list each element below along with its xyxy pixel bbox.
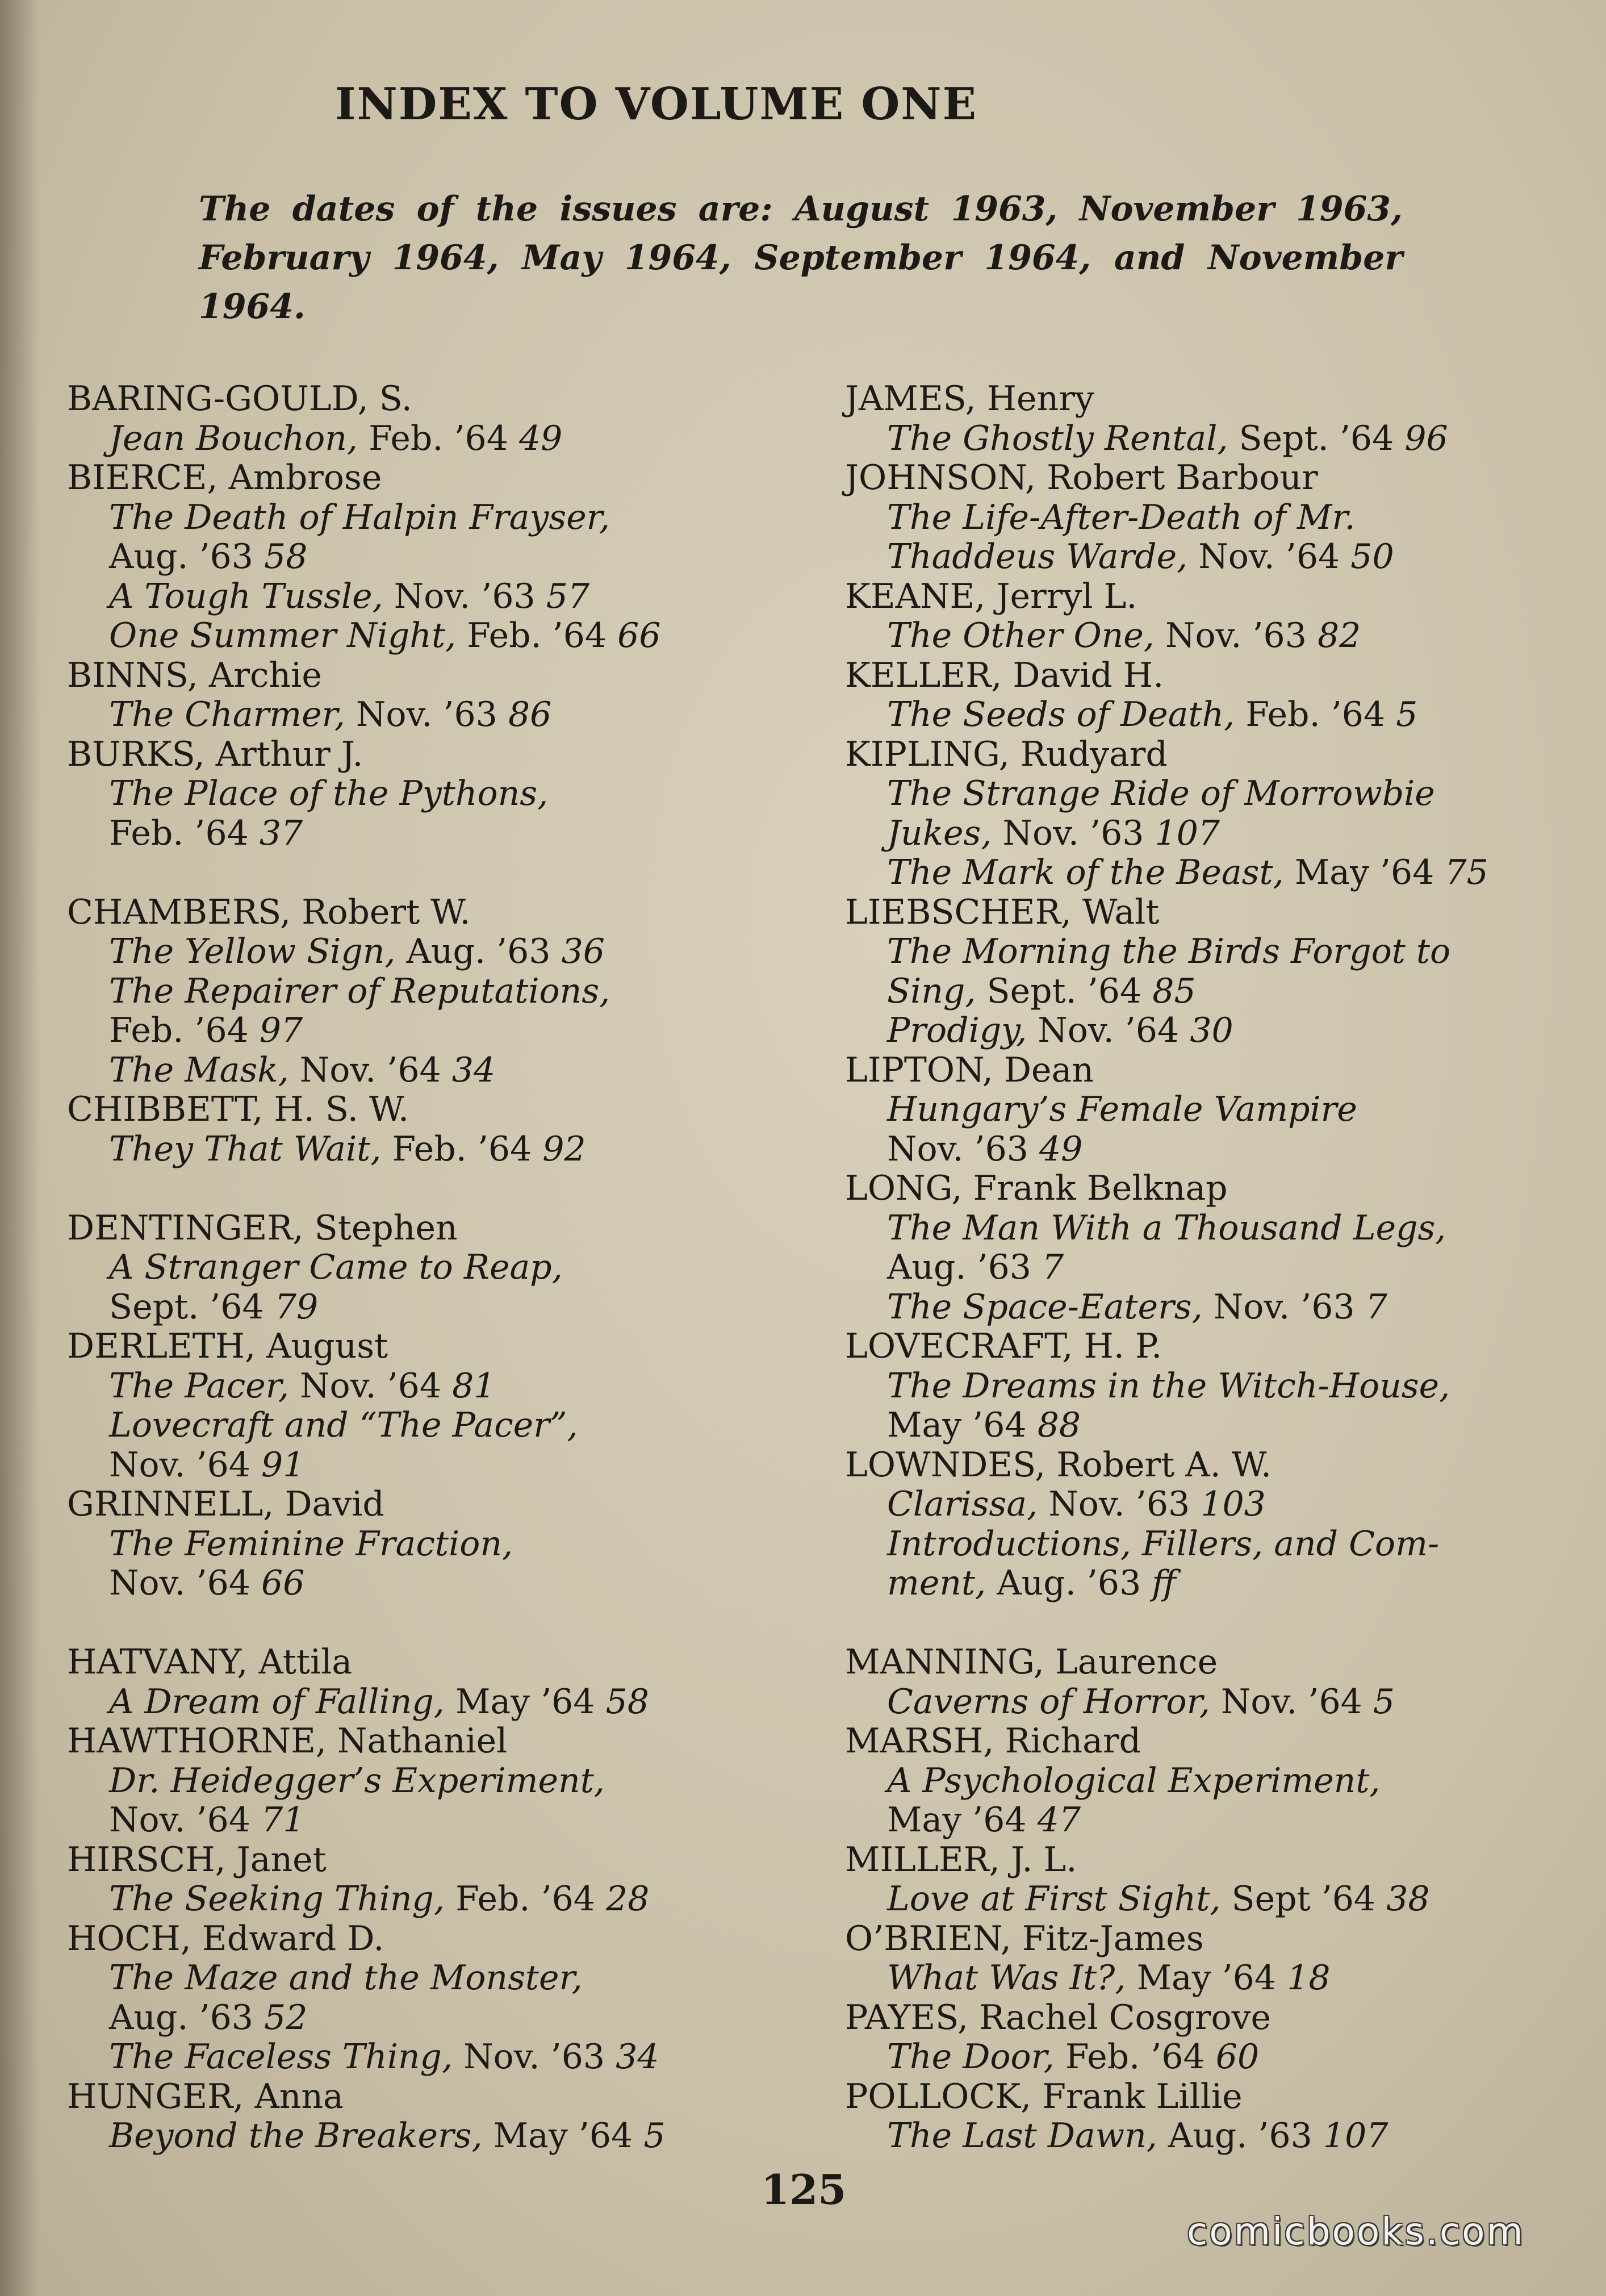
issue-ref: Feb. ’64 (455, 1879, 595, 1919)
index-author: LIPTON, Dean (845, 1050, 1094, 1090)
index-work-line (67, 1446, 771, 1485)
issue-ref: Aug. ’63 (1168, 2116, 1312, 2156)
issue-ref: Feb. ’64 (1245, 695, 1386, 734)
issue-ref: Sept. ’64 (109, 1287, 264, 1327)
index-work-line (845, 853, 1549, 893)
work-title: The Faceless Thing, (109, 2037, 453, 2077)
issue-ref: Feb. ’64 (109, 813, 249, 853)
watermark: comicbooks.com (1187, 2210, 1525, 2253)
issue-ref: Nov. ’63 (463, 2037, 605, 2077)
index-author: CHIBBETT, H. S. W. (67, 1089, 409, 1129)
page-ref: 34 (451, 1050, 496, 1090)
index-work-line (67, 1406, 771, 1446)
issue-ref: May ’64 (493, 2116, 633, 2156)
index-work-line (845, 1761, 1549, 1801)
page-ref: 97 (259, 1011, 303, 1050)
issue-ref: Nov. ’63 (887, 1129, 1028, 1169)
page-ref: 47 (1037, 1800, 1081, 1840)
page-ref: 71 (261, 1800, 305, 1840)
page-ref: 107 (1155, 813, 1220, 853)
index-author: KIPLING, Rudyard (845, 734, 1168, 774)
index-work-line (845, 1130, 1549, 1170)
work-title: Jean Bouchon, (109, 418, 358, 458)
page-ref: 66 (261, 1563, 305, 1603)
issue-ref: Nov. ’63 (394, 576, 536, 616)
work-title: The Pacer, (109, 1366, 289, 1406)
index-author: KEANE, Jerryl L. (845, 576, 1137, 616)
page-ref: 58 (264, 537, 308, 577)
index-author: JOHNSON, Robert Barbour (845, 458, 1318, 498)
spine-shadow (0, 0, 40, 2296)
index-column-right (845, 379, 1549, 2156)
index-work-line (67, 1130, 771, 1170)
index-work-line (67, 814, 771, 854)
issue-ref: Nov. ’64 (1038, 1011, 1180, 1050)
page-ref: 28 (606, 1879, 650, 1919)
issue-ref: Aug. ’63 (406, 932, 551, 971)
index-author: PAYES, Rachel Cosgrove (845, 1997, 1272, 2038)
index-work-line (67, 1367, 771, 1406)
issue-ref: Nov. ’64 (1198, 537, 1340, 577)
section-gap (845, 1604, 1549, 1643)
page-ref: 7 (1365, 1287, 1387, 1327)
work-title: The Charmer, (109, 695, 345, 734)
page-ref: 5 (643, 2116, 666, 2156)
index-author: JAMES, Henry (845, 379, 1094, 419)
work-title: Clarissa, (887, 1484, 1038, 1524)
work-title: The Dreams in the Witch-House, (887, 1366, 1450, 1406)
index-work-line (67, 695, 771, 735)
page-title: INDEX TO VOLUME ONE (335, 78, 978, 130)
work-title: What Was It?, (887, 1958, 1126, 1998)
page-ref: 88 (1037, 1405, 1081, 1445)
index-author: LOVECRAFT, H. P. (845, 1326, 1162, 1366)
work-title: The Repairer of Reputations, (109, 971, 610, 1011)
work-title: The Space-Eaters, (887, 1287, 1203, 1327)
issue-dates-note: The dates of the issues are: August 1963, November 1963, February 1964, May 1964, September 1964, and November 1964. (199, 189, 1403, 327)
work-title: ment, (887, 1563, 986, 1603)
work-title: The Other One, (887, 616, 1155, 656)
index-work-line (845, 1209, 1549, 1249)
issue-ref: Sept ’64 (1231, 1879, 1376, 1919)
index-work-line (67, 932, 771, 972)
index-work-line (67, 774, 771, 814)
issue-ref: May ’64 (887, 1800, 1027, 1840)
work-title: A Stranger Came to Reap, (109, 1247, 563, 1287)
index-author: LONG, Frank Belknap (845, 1168, 1228, 1208)
work-title: The Life-After-Death of Mr. (887, 497, 1356, 537)
index-author: HOCH, Edward D. (67, 1918, 384, 1959)
issue-ref: May ’64 (1294, 853, 1434, 892)
index-author: HUNGER, Anna (67, 2076, 344, 2117)
work-title: A Psychological Experiment, (887, 1760, 1381, 1801)
page-ref: 92 (542, 1129, 586, 1169)
index-work-line (845, 774, 1549, 814)
issue-ref: Feb. ’64 (1065, 2037, 1205, 2077)
issue-ref: Nov. ’64 (109, 1445, 250, 1485)
page-ref: 79 (274, 1287, 319, 1327)
index-work-line (845, 972, 1549, 1012)
section-gap (67, 853, 771, 893)
work-title: Love at First Sight, (887, 1879, 1221, 1919)
work-title: They That Wait, (109, 1129, 382, 1169)
issue-ref: Nov. ’63 (1002, 813, 1144, 853)
index-work-line (67, 1248, 771, 1288)
issue-ref: May ’64 (455, 1681, 595, 1722)
issue-ref: Feb. ’64 (369, 418, 508, 458)
work-title: The Feminine Fraction, (109, 1523, 513, 1564)
index-work-line (845, 1406, 1549, 1446)
index-work-line (67, 1525, 771, 1564)
page-ref: 86 (508, 695, 552, 734)
index-author: LOWNDES, Robert A. W. (845, 1445, 1272, 1485)
index-work-line (67, 419, 771, 459)
work-title: The Maze and the Monster, (109, 1958, 583, 1998)
page-ref: 91 (261, 1445, 305, 1485)
index-work-line (67, 1880, 771, 1919)
index-author: POLLOCK, Frank Lillie (845, 2076, 1243, 2117)
work-title: Thaddeus Warde, (887, 537, 1188, 577)
index-work-line (67, 537, 771, 577)
index-work-line (67, 1051, 771, 1091)
index-author: BARING-GOULD, S. (67, 379, 412, 419)
index-work-line (845, 1959, 1549, 1998)
index-author: MANNING, Laurence (845, 1642, 1218, 1682)
page-ref: 96 (1404, 418, 1448, 458)
index-work-line (845, 1880, 1549, 1919)
work-title: The Ghostly Rental, (887, 418, 1228, 458)
issue-ref: Nov. ’64 (109, 1563, 250, 1603)
page-ref: 38 (1386, 1879, 1430, 1919)
page-ref: 37 (259, 813, 303, 853)
index-work-line (67, 1761, 771, 1801)
index-work-line (67, 1011, 771, 1051)
work-title: The Seeds of Death, (887, 695, 1235, 734)
page-ref: 103 (1201, 1484, 1266, 1524)
issue-ref: May ’64 (1136, 1958, 1277, 1998)
index-author: LIEBSCHER, Walt (845, 892, 1160, 932)
issue-ref: Aug. ’63 (997, 1563, 1141, 1603)
index-author: BINNS, Archie (67, 655, 322, 695)
page-ref: 81 (452, 1366, 496, 1406)
index-work-line (845, 1248, 1549, 1288)
page-ref: 50 (1350, 537, 1394, 577)
work-title: Introductions, Fillers, and Com- (887, 1523, 1440, 1564)
index-author: HIRSCH, Janet (67, 1839, 327, 1880)
page-ref: 60 (1215, 2037, 1260, 2077)
index-work-line (845, 932, 1549, 972)
page-ref: 57 (546, 576, 590, 616)
page-ref: ff (1152, 1563, 1176, 1603)
work-title: The Yellow Sign, (109, 932, 396, 971)
index-work-line (845, 1367, 1549, 1406)
index-author: MILLER, J. L. (845, 1839, 1077, 1880)
index-work-line (845, 616, 1549, 656)
work-title: Hungary’s Female Vampire (887, 1089, 1357, 1129)
index-work-line (845, 2117, 1549, 2156)
issue-ref: Aug. ’63 (109, 1997, 253, 2038)
index-author: HATVANY, Attila (67, 1642, 353, 1682)
work-title: The Seeking Thing, (109, 1879, 445, 1919)
page-ref: 66 (617, 616, 661, 656)
index-work-line (67, 1801, 771, 1840)
index-work-line (845, 1288, 1549, 1327)
work-title: The Morning the Birds Forgot to (887, 932, 1451, 971)
page-number: 125 (761, 2165, 847, 2214)
index-author: MARSH, Richard (845, 1721, 1141, 1761)
index-author: DERLETH, August (67, 1326, 388, 1366)
page-ref: 7 (1042, 1247, 1064, 1287)
page-ref: 18 (1287, 1958, 1331, 1998)
index-work-line (845, 695, 1549, 735)
index-author: DENTINGER, Stephen (67, 1208, 458, 1248)
issue-ref: Nov. ’63 (356, 695, 497, 734)
issue-ref: Nov. ’63 (1165, 616, 1307, 656)
index-author: O’BRIEN, Fitz-James (845, 1918, 1204, 1959)
work-title: The Place of the Pythons, (109, 774, 549, 813)
index-author: BIERCE, Ambrose (67, 458, 382, 498)
index-work-line (845, 537, 1549, 577)
index-work-line (845, 1485, 1549, 1525)
page-ref: 49 (519, 418, 563, 458)
index-work-line (845, 1011, 1549, 1051)
index-work-line (67, 1564, 771, 1604)
work-title: Caverns of Horror, (887, 1681, 1210, 1722)
index-author: GRINNELL, David (67, 1484, 384, 1524)
index-work-line (67, 498, 771, 538)
page-ref: 58 (605, 1681, 649, 1722)
issue-ref: Sept. ’64 (1239, 418, 1394, 458)
work-title: The Man With a Thousand Legs, (887, 1208, 1446, 1248)
index-column-left (67, 379, 771, 2156)
page-ref: 107 (1323, 2116, 1388, 2156)
index-author: KELLER, David H. (845, 655, 1164, 695)
work-title: A Dream of Falling, (109, 1681, 445, 1722)
index-work-line (845, 2038, 1549, 2077)
work-title: Beyond the Breakers, (109, 2116, 483, 2156)
issue-ref: Aug. ’63 (887, 1247, 1031, 1287)
issue-ref: Nov. ’64 (299, 1050, 441, 1090)
work-title: The Death of Halpin Frayser, (109, 497, 610, 537)
page-ref: 5 (1373, 1681, 1395, 1722)
page-ref: 75 (1445, 853, 1488, 892)
page-ref: 34 (616, 2037, 659, 2077)
work-title: Dr. Heidegger’s Experiment, (109, 1760, 605, 1801)
issue-ref: Aug. ’63 (109, 537, 253, 577)
work-title: Sing, (887, 971, 976, 1011)
issue-ref: Nov. ’64 (1220, 1681, 1362, 1722)
index-work-line (67, 2117, 771, 2156)
page-ref: 30 (1190, 1011, 1233, 1050)
index-work-line (845, 498, 1549, 538)
page-ref: 82 (1317, 616, 1361, 656)
index-work-line (67, 577, 771, 617)
index-work-line (67, 972, 771, 1012)
issue-ref: May ’64 (887, 1405, 1027, 1445)
page-ref: 5 (1396, 695, 1418, 734)
index-work-line (845, 1564, 1549, 1604)
page-ref: 49 (1039, 1129, 1083, 1169)
issue-ref: Feb. ’64 (392, 1129, 532, 1169)
index-work-line (67, 1998, 771, 2038)
page-ref: 85 (1152, 971, 1196, 1011)
issue-ref: Feb. ’64 (109, 1011, 249, 1050)
issue-ref: Feb. ’64 (467, 616, 607, 656)
index-work-line (67, 1288, 771, 1327)
index-work-line (845, 1801, 1549, 1840)
index-work-line (67, 1683, 771, 1722)
work-title: The Strange Ride of Morrowbie (887, 774, 1435, 813)
index-work-line (845, 1683, 1549, 1722)
section-gap (67, 1169, 771, 1209)
work-title: One Summer Night, (109, 616, 457, 656)
work-title: The Door, (887, 2037, 1055, 2077)
index-work-line (845, 1525, 1549, 1564)
work-title: Jukes, (887, 813, 992, 853)
index-work-line (845, 814, 1549, 854)
work-title: The Mask, (109, 1050, 289, 1090)
index-work-line (845, 1090, 1549, 1130)
index-author: CHAMBERS, Robert W. (67, 892, 471, 932)
issue-ref: Nov. ’63 (1048, 1484, 1190, 1524)
index-work-line (67, 616, 771, 656)
index-author: HAWTHORNE, Nathaniel (67, 1721, 508, 1761)
work-title: The Mark of the Beast, (887, 853, 1284, 892)
issue-ref: Nov. ’64 (109, 1800, 250, 1840)
issue-ref: Sept. ’64 (986, 971, 1142, 1011)
index-work-line (67, 1959, 771, 1998)
page-ref: 36 (561, 932, 605, 971)
section-gap (67, 1604, 771, 1643)
index-work-line (845, 419, 1549, 459)
work-title: The Last Dawn, (887, 2116, 1157, 2156)
work-title: Lovecraft and “The Pacer”, (109, 1405, 578, 1445)
index-author: BURKS, Arthur J. (67, 734, 363, 774)
work-title: A Tough Tussle, (109, 576, 383, 616)
work-title: Prodigy, (887, 1011, 1027, 1050)
issue-ref: Nov. ’63 (1213, 1287, 1355, 1327)
page-ref: 52 (264, 1997, 308, 2038)
issue-ref: Nov. ’64 (300, 1366, 442, 1406)
index-work-line (67, 2038, 771, 2077)
